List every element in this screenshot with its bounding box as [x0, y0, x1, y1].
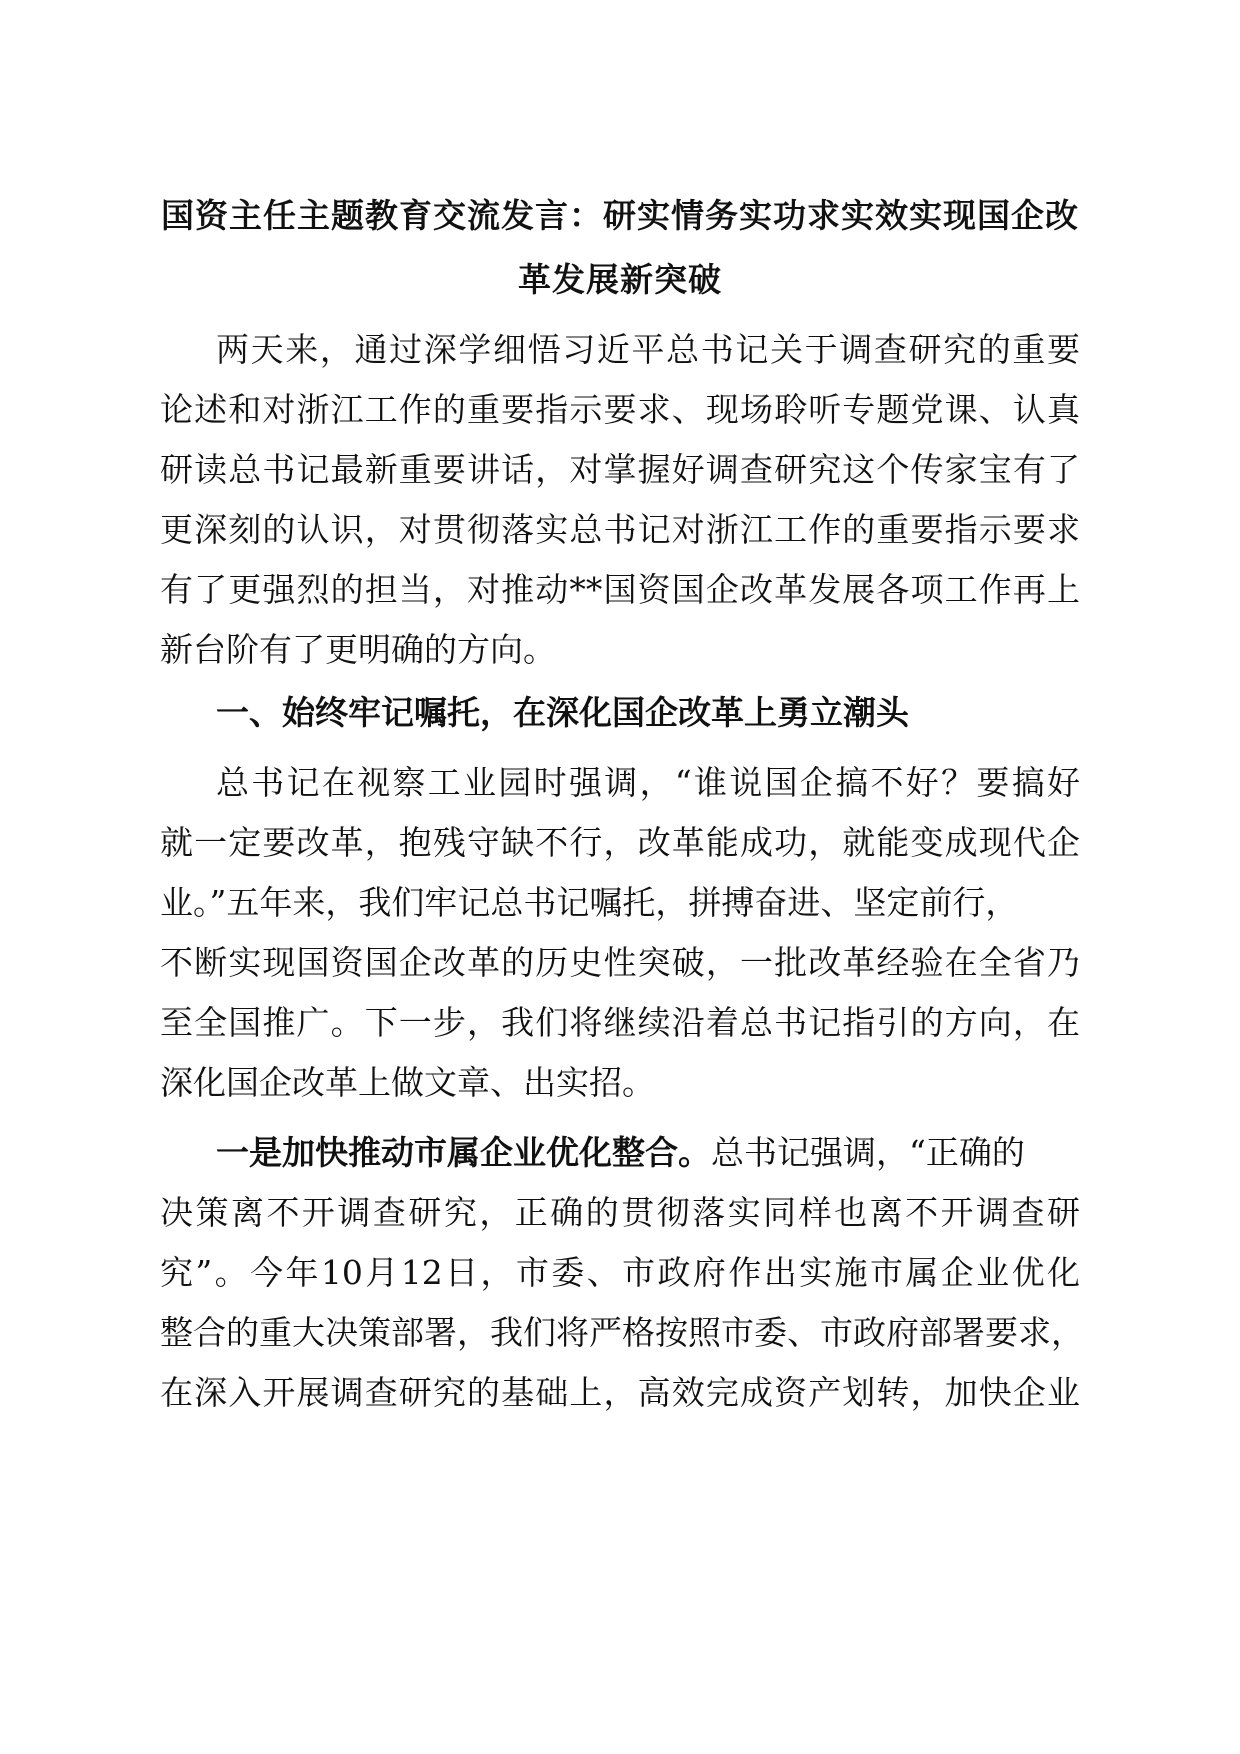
section-1-line-3: 业。”五年来，我们牢记总书记嘱托，拼搏奋进、坚定前行，	[160, 883, 1019, 922]
point-1-line-2: 决策离不开调查研究，正确的贯彻落实同样也离不开调查研	[160, 1193, 1080, 1232]
intro-line-5: 有了更强烈的担当，对推动**国资国企改革发展各项工作再上	[160, 570, 1080, 609]
point-1-first-rest: 总书记强调，“正确的	[711, 1133, 1025, 1172]
point-1-line-1	[216, 1133, 1025, 1173]
point-1-line-3: 究”。今年10月12日，市委、市政府作出实施市属企业优化	[160, 1253, 1080, 1292]
section-1-line-6: 深化国企改革上做文章、出实招。	[160, 1063, 655, 1102]
intro-line-3: 研读总书记最新重要讲话，对掌握好调查研究这个传家宝有了	[160, 450, 1080, 489]
intro-line-1: 两天来，通过深学细悟习近平总书记关于调查研究的重要	[216, 330, 1080, 369]
intro-line-4: 更深刻的认识，对贯彻落实总书记对浙江工作的重要指示要求	[160, 510, 1080, 549]
section-1-heading: 一、始终牢记嘱托，在深化国企改革上勇立潮头	[216, 693, 909, 732]
point-1-line-4: 整合的重大决策部署，我们将严格按照市委、市政府部署要求，	[160, 1313, 1084, 1352]
point-1-lead: 一是加快推动市属企业优化整合。	[216, 1133, 711, 1172]
intro-line-6: 新台阶有了更明确的方向。	[160, 630, 556, 669]
intro-line-2: 论述和对浙江工作的重要指示要求、现场聆听专题党课、认真	[160, 390, 1080, 429]
document-title-line-1: 国资主任主题教育交流发言：研实情务实功求实效实现国企改	[161, 196, 1079, 235]
point-1-line-5: 在深入开展调查研究的基础上，高效完成资产划转，加快企业	[160, 1373, 1080, 1412]
document-title-line-2: 革发展新突破	[518, 260, 722, 299]
section-1-line-2: 就一定要改革，抱残守缺不行，改革能成功，就能变成现代企	[160, 823, 1080, 862]
section-1-line-1: 总书记在视察工业园时强调，“谁说国企搞不好？要搞好	[216, 763, 1080, 802]
section-1-line-5: 至全国推广。下一步，我们将继续沿着总书记指引的方向，在	[160, 1003, 1080, 1042]
section-1-line-4: 不断实现国资国企改革的历史性突破，一批改革经验在全省乃	[160, 943, 1080, 982]
